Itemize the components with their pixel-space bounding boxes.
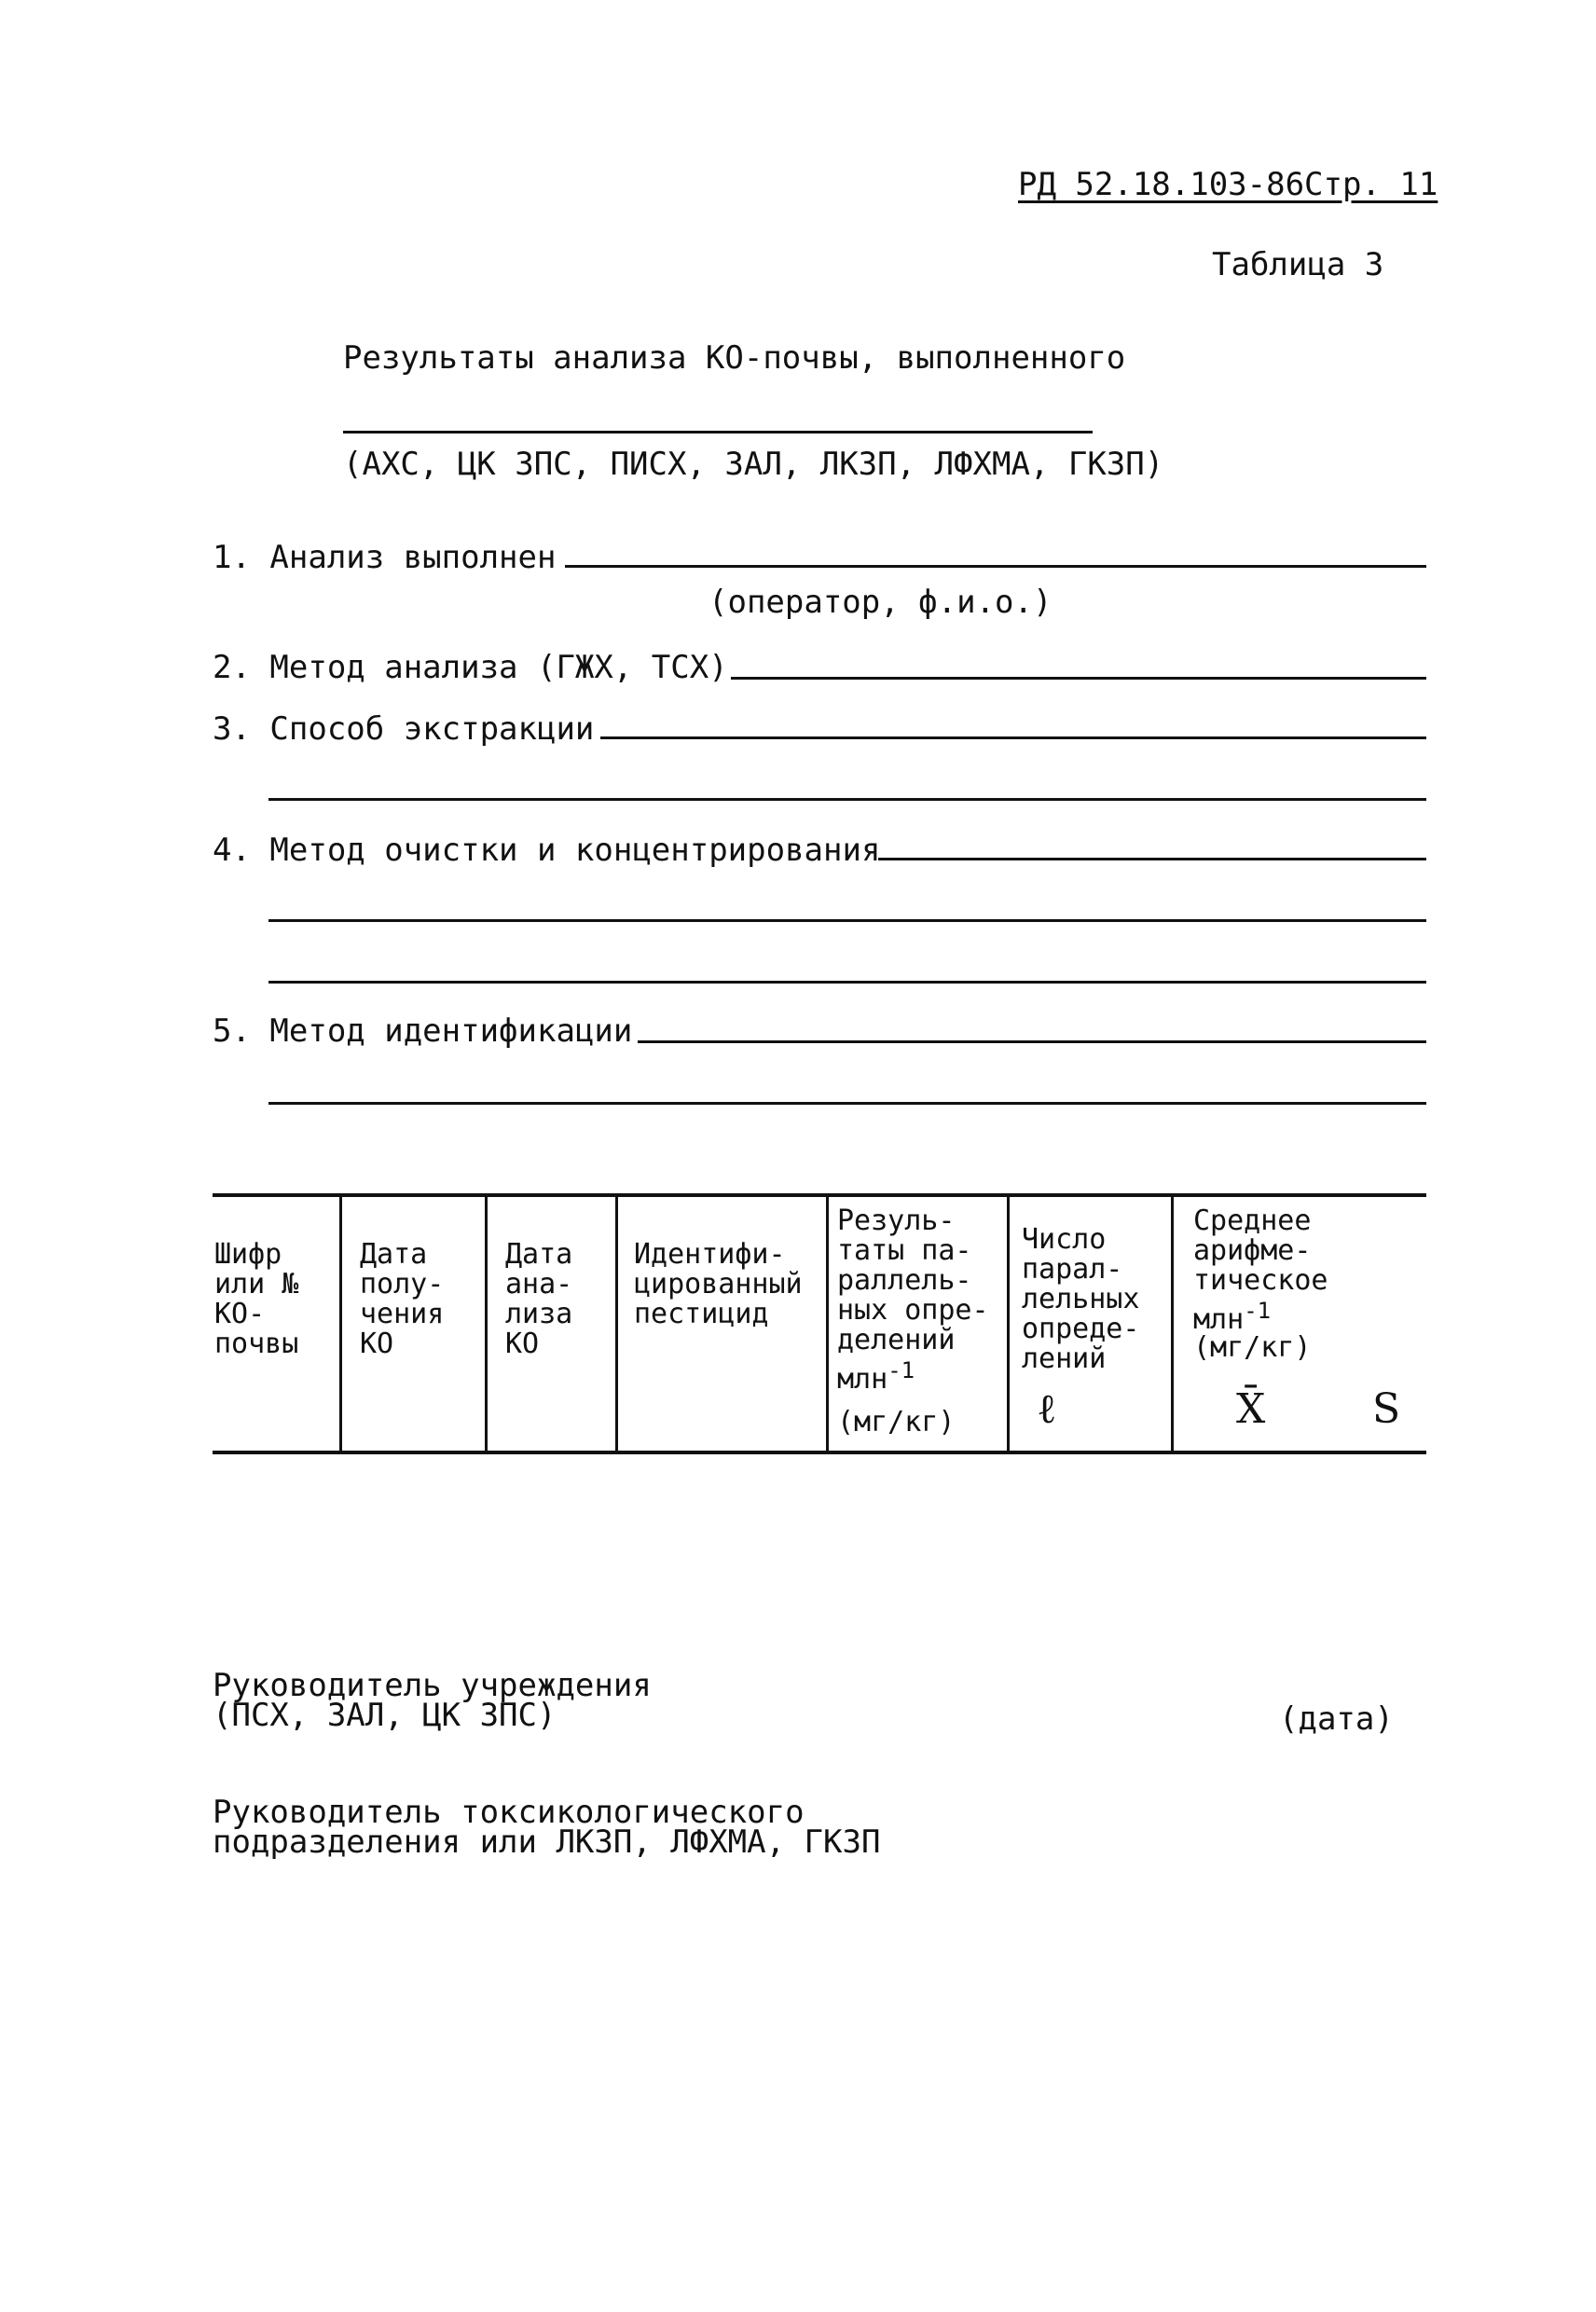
field-identification-method-line[interactable]: [638, 1040, 1426, 1043]
col-header-parallel-results-text: Резуль- таты па- раллель- ных опре- делений млн: [837, 1204, 989, 1396]
table-bottom-rule: [213, 1451, 1426, 1454]
field-analysis-method-label: 2. Метод анализа (ГЖХ, ТСХ): [213, 649, 728, 686]
column-divider: [1171, 1197, 1174, 1451]
field-identification-method-label: 5. Метод идентификации: [213, 1012, 633, 1050]
col-header-receipt-date: Дата полу- чения КО: [360, 1238, 445, 1360]
symbol-ell: ℓ: [1037, 1385, 1057, 1433]
unit-exponent: -1: [1244, 1298, 1272, 1324]
field-extraction-method-line-2[interactable]: [268, 798, 1426, 801]
column-divider: [826, 1197, 829, 1451]
field-analysis-performed-line[interactable]: [565, 565, 1426, 568]
col-header-analysis-date: Дата ана- лиза КО: [505, 1238, 573, 1360]
signature-head-toxicology: Руководитель токсикологического подразделения или ЛКЗП, ЛФХМА, ГКЗП: [213, 1794, 881, 1861]
column-divider: [339, 1197, 342, 1451]
table-label: Таблица 3: [1212, 246, 1384, 283]
column-divider: [485, 1197, 488, 1451]
field-cleanup-method-line-2[interactable]: [268, 919, 1426, 922]
symbol-s: S: [1372, 1385, 1401, 1433]
field-analysis-performed-label: 1. Анализ выполнен: [213, 539, 557, 576]
unit-exponent: -1: [887, 1357, 915, 1383]
col-header-identified-pesticide: Идентифи- цированный пестицид: [634, 1238, 803, 1330]
signature-head-institution: Руководитель учреждения (ПСХ, ЗАЛ, ЦК ЗПС): [213, 1667, 652, 1734]
field-analysis-method-line[interactable]: [731, 677, 1426, 680]
field-cleanup-method-line-3[interactable]: [268, 981, 1426, 984]
col-header-parallel-results: [837, 1206, 989, 1395]
field-extraction-method-line[interactable]: [600, 736, 1426, 739]
field-cleanup-method-label: 4. Метод очистки и концентрирования: [213, 832, 881, 869]
field-cleanup-method-line[interactable]: [878, 858, 1426, 860]
results-table: [213, 1193, 1426, 1454]
table-top-rule: [213, 1193, 1426, 1197]
column-divider: [615, 1197, 618, 1451]
form-title: Результаты анализа КО-почвы, выполненного: [343, 339, 1126, 377]
col-header-arithmetic-mean-text: Среднее арифме- тическое млн: [1193, 1204, 1328, 1336]
institution-fill-line[interactable]: [343, 431, 1093, 434]
col-header-arithmetic-mean-unit: (мг/кг): [1193, 1331, 1312, 1364]
field-extraction-method-label: 3. Способ экстракции: [213, 710, 595, 748]
field-identification-method-line-2[interactable]: [268, 1102, 1426, 1105]
operator-caption: (оператор, ф.и.о.): [709, 584, 1053, 621]
symbol-x-bar: X̄: [1236, 1385, 1266, 1433]
column-divider: [1007, 1197, 1010, 1451]
col-header-parallel-results-unit: (мг/кг): [837, 1406, 956, 1438]
document-reference: РД 52.18.103-86Стр. 11: [1018, 166, 1438, 203]
col-header-sample-code: Шифр или № КО- почвы: [214, 1238, 299, 1360]
col-header-parallel-count: Число парал- лельных опреде- лений: [1022, 1223, 1140, 1375]
institution-options: (АХС, ЦК ЗПС, ПИСХ, ЗАЛ, ЛКЗП, ЛФХМА, ГКЗП): [343, 446, 1164, 483]
col-header-arithmetic-mean: [1193, 1206, 1328, 1335]
signature-date: (дата): [1279, 1700, 1394, 1738]
